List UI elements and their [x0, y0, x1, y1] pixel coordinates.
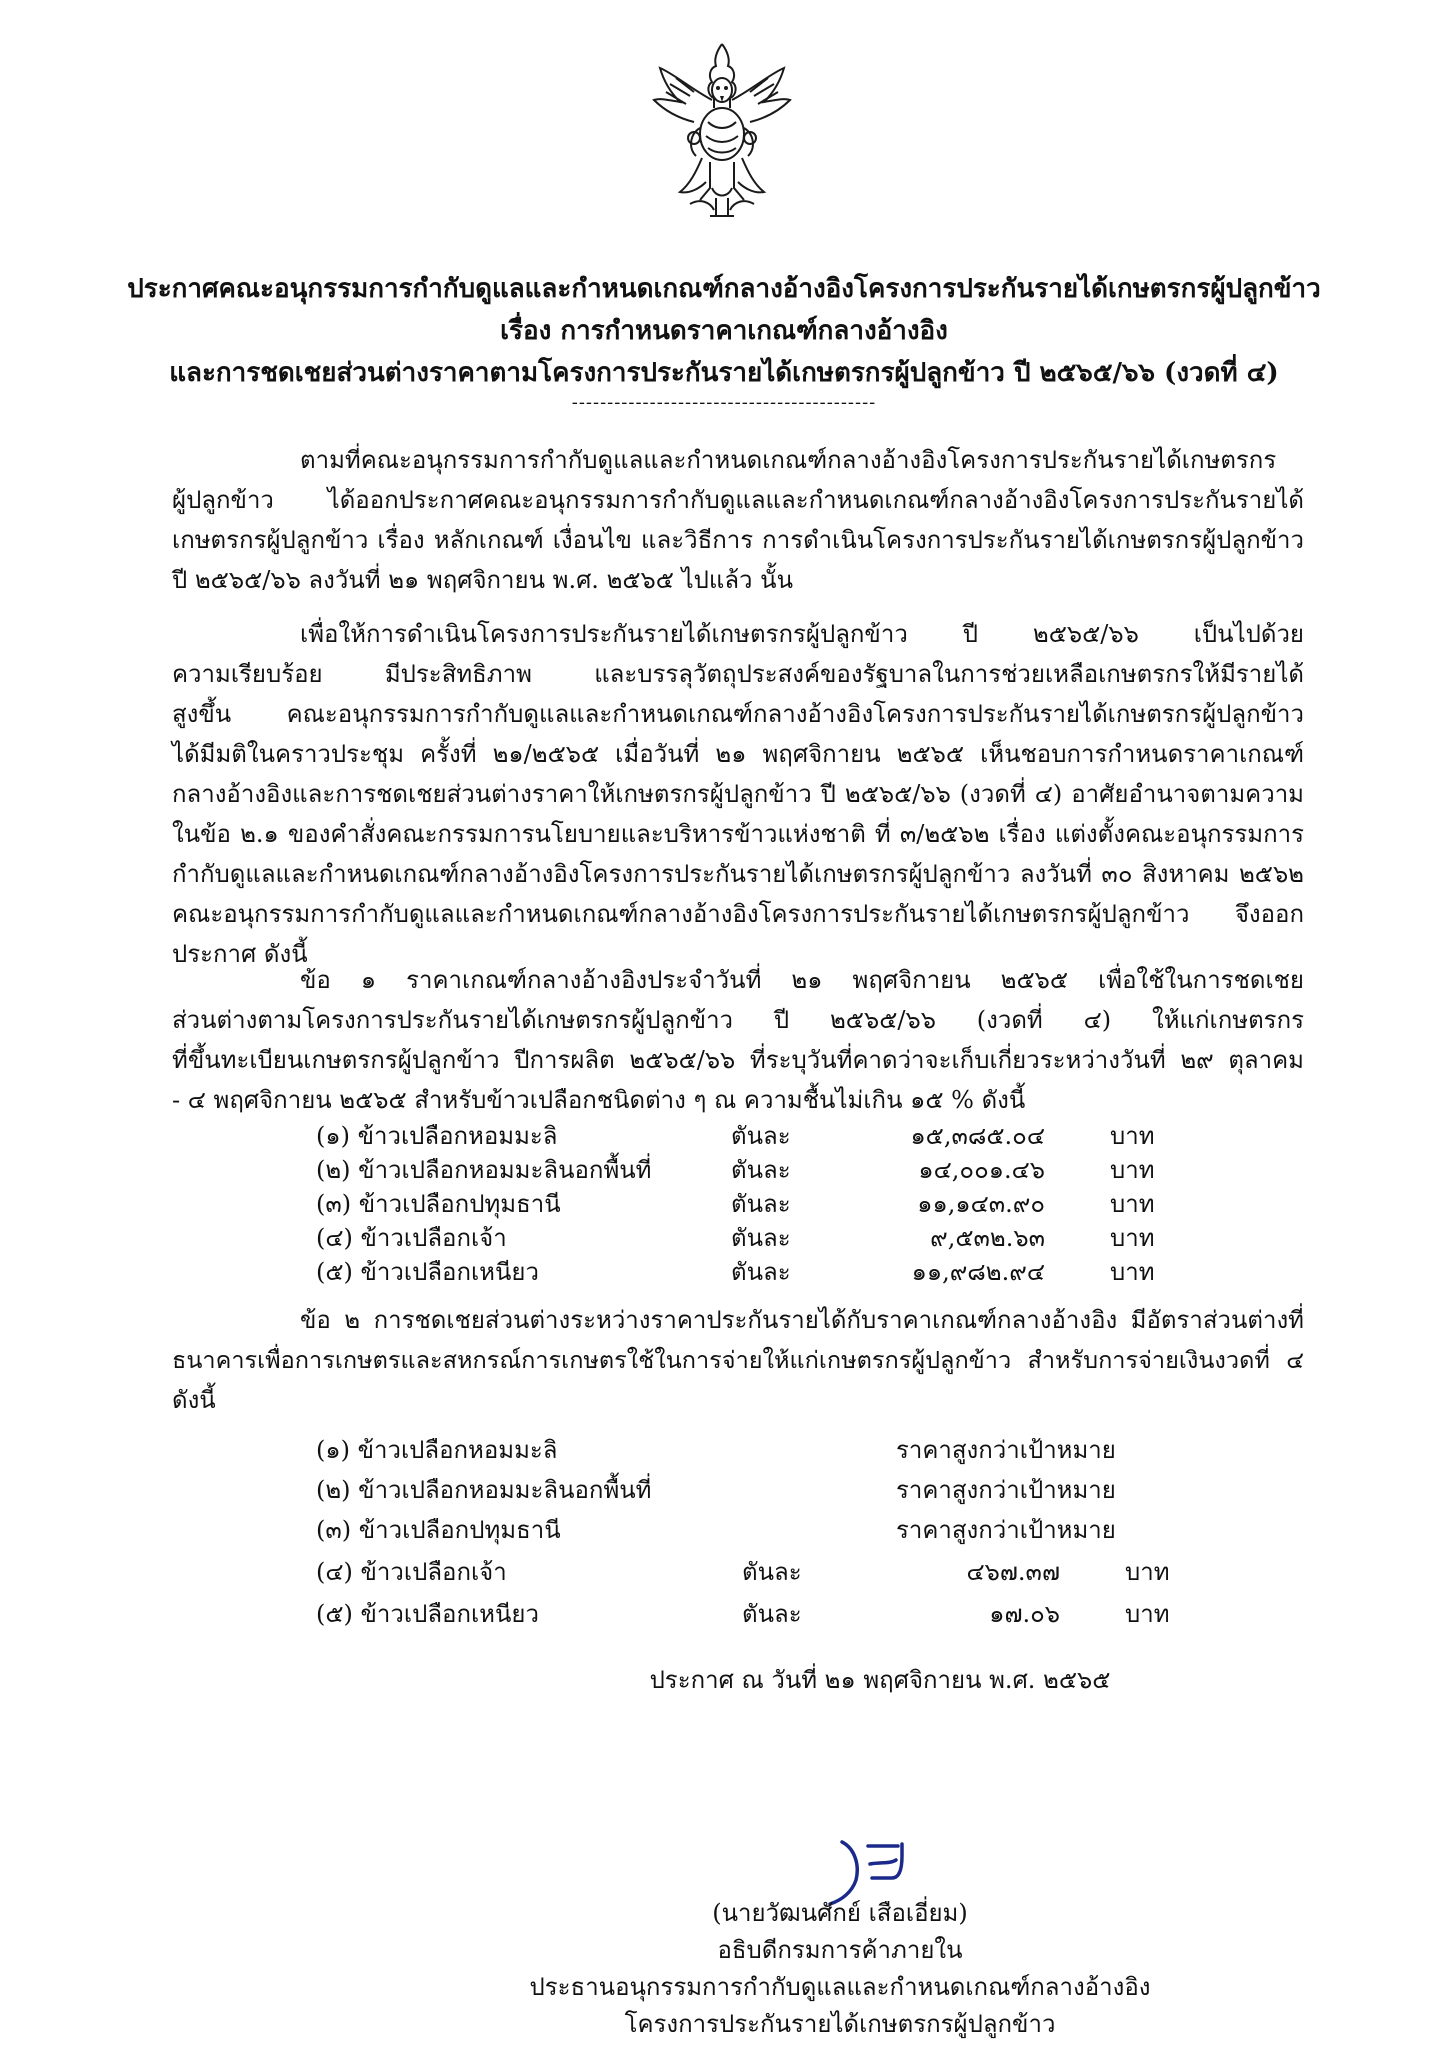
price-value: ๑๕,๓๘๕.๐๔ — [910, 1122, 1045, 1150]
amount-value: ๑๗.๐๖ — [989, 1600, 1060, 1628]
unit-label: ตันละ — [731, 1258, 791, 1286]
paragraph-authority — [172, 614, 1304, 974]
garuda-emblem-icon — [650, 38, 795, 223]
paragraph-line: สูงขึ้น คณะอนุกรรมการกำกับดูแลและกำหนดเกณฑ์กลางอ้างอิงโครงการประกันรายได้เกษตรกรผู้ปลูกข้าว — [172, 700, 1304, 728]
announcement-title — [120, 268, 1328, 412]
currency-label: บาท — [1110, 1156, 1155, 1184]
rice-type: (๓) ข้าวเปลือกปทุมธานี — [316, 1190, 561, 1218]
unit-label: ตันละ — [731, 1190, 791, 1218]
rice-type: (๒) ข้าวเปลือกหอมมะลินอกพื้นที่ — [316, 1156, 652, 1184]
paragraph-line: ประกาศ ดังนี้ — [172, 940, 308, 968]
currency-label: บาท — [1110, 1190, 1155, 1218]
rice-type: (๔) ข้าวเปลือกเจ้า — [316, 1224, 507, 1252]
paragraph-line: ได้มีมติในคราวประชุม ครั้งที่ ๒๑/๒๕๖๕ เมื่อวันที่ ๒๑ พฤศจิกายน ๒๕๖๕ เห็นชอบการกำหนดราคาเกณฑ์ — [172, 740, 1304, 768]
price-value: ๑๔,๐๐๑.๔๖ — [918, 1156, 1045, 1184]
currency-label: บาท — [1110, 1122, 1155, 1150]
paragraph-line: - ๔ พฤศจิกายน ๒๕๖๕ สำหรับข้าวเปลือกชนิดต่าง ๆ ณ ความชื้นไม่เกิน ๑๕ % ดังนี้ — [172, 1086, 1026, 1114]
paragraph-line: ข้อ ๒ การชดเชยส่วนต่างระหว่างราคาประกันรายได้กับราคาเกณฑ์กลางอ้างอิง มีอัตราส่วนต่างที่ — [300, 1306, 1304, 1334]
amount-value: ๔๖๗.๓๗ — [966, 1558, 1060, 1586]
unit-label: ตันละ — [731, 1156, 791, 1184]
clause-2 — [172, 1300, 1304, 1420]
title-line-2: เรื่อง การกำหนดราคาเกณฑ์กลางอ้างอิง — [500, 316, 948, 346]
rice-type: (๑) ข้าวเปลือกหอมมะลิ — [316, 1436, 558, 1464]
currency-label: บาท — [1110, 1258, 1155, 1286]
unit-label: ตันละ — [731, 1224, 791, 1252]
clause-1 — [172, 960, 1304, 1120]
currency-label: บาท — [1110, 1224, 1155, 1252]
paragraph-line: เกษตรกรผู้ปลูกข้าว เรื่อง หลักเกณฑ์ เงื่อนไข และวิธีการ การดำเนินโครงการประกันรายได้เกษตรกรผู้ปลูกข้าว — [172, 526, 1304, 554]
rice-type: (๒) ข้าวเปลือกหอมมะลินอกพื้นที่ — [316, 1476, 652, 1504]
signer-position: ประธานอนุกรรมการกำกับดูแลและกำหนดเกณฑ์กลางอ้างอิง — [529, 1973, 1151, 2001]
signer-name: (นายวัฒนศักย์ เสือเอี่ยม) — [712, 1899, 968, 1927]
status-text: ราคาสูงกว่าเป้าหมาย — [896, 1516, 1116, 1544]
paragraph-line: ส่วนต่างตามโครงการประกันรายได้เกษตรกรผู้ปลูกข้าว ปี ๒๕๖๕/๖๖ (งวดที่ ๔) ให้แก่เกษตรกร — [172, 1006, 1304, 1034]
unit-label: ตันละ — [742, 1600, 802, 1628]
title-line-1: ประกาศคณะอนุกรรมการกำกับดูแลและกำหนดเกณฑ์กลางอ้างอิงโครงการประกันรายได้เกษตรกรผู้ปลูกข้าว — [127, 274, 1321, 304]
paragraph-preamble — [172, 440, 1304, 600]
rice-type: (๑) ข้าวเปลือกหอมมะลิ — [316, 1122, 558, 1150]
title-rule: ------------------------------------------- — [571, 392, 877, 413]
signer-position: อธิบดีกรมการค้าภายใน — [717, 1936, 963, 1964]
paragraph-line: ดังนี้ — [172, 1386, 216, 1414]
title-line-3: และการชดเชยส่วนต่างราคาตามโครงการประกันรายได้เกษตรกรผู้ปลูกข้าว ปี ๒๕๖๕/๖๖ (งวดที่ ๔) — [169, 358, 1279, 388]
paragraph-line: เพื่อให้การดำเนินโครงการประกันรายได้เกษตรกรผู้ปลูกข้าว ปี ๒๕๖๕/๖๖ เป็นไปด้วย — [300, 620, 1304, 648]
signer-position: โครงการประกันรายได้เกษตรกรผู้ปลูกข้าว — [624, 2010, 1056, 2038]
status-text: ราคาสูงกว่าเป้าหมาย — [896, 1436, 1116, 1464]
paragraph-line: ผู้ปลูกข้าว ได้ออกประกาศคณะอนุกรรมการกำกับดูแลและกำหนดเกณฑ์กลางอ้างอิงโครงการประกันรายได้ — [172, 486, 1304, 514]
rice-type: (๕) ข้าวเปลือกเหนียว — [316, 1600, 539, 1628]
paragraph-line: ที่ขึ้นทะเบียนเกษตรกรผู้ปลูกข้าว ปีการผลิต ๒๕๖๕/๖๖ ที่ระบุวันที่คาดว่าจะเก็บเกี่ยวระหว่างวันที่ ๒๙ ตุลาคม — [172, 1046, 1304, 1074]
rice-type: (๓) ข้าวเปลือกปทุมธานี — [316, 1516, 561, 1544]
paragraph-line: กลางอ้างอิงและการชดเชยส่วนต่างราคาให้เกษตรกรผู้ปลูกข้าว ปี ๒๕๖๕/๖๖ (งวดที่ ๔) อาศัยอำนาจตามความ — [172, 780, 1304, 808]
rice-type: (๔) ข้าวเปลือกเจ้า — [316, 1558, 507, 1586]
paragraph-line: คณะอนุกรรมการกำกับดูแลและกำหนดเกณฑ์กลางอ้างอิงโครงการประกันรายได้เกษตรกรผู้ปลูกข้าว จึงออก — [172, 900, 1304, 928]
status-text: ราคาสูงกว่าเป้าหมาย — [896, 1476, 1116, 1504]
paragraph-line: ธนาคารเพื่อการเกษตรและสหกรณ์การเกษตรใช้ในการจ่ายให้แก่เกษตรกรผู้ปลูกข้าว สำหรับการจ่ายเงินงวดที่ ๔ — [172, 1346, 1304, 1374]
price-value: ๙,๕๓๒.๖๓ — [930, 1224, 1045, 1252]
paragraph-line: กำกับดูแลและกำหนดเกณฑ์กลางอ้างอิงโครงการประกันรายได้เกษตรกรผู้ปลูกข้าว ลงวันที่ ๓๐ สิงหาคม ๒๕๖๒ — [172, 860, 1304, 888]
unit-label: ตันละ — [731, 1122, 791, 1150]
price-value: ๑๑,๙๘๒.๙๔ — [911, 1258, 1045, 1286]
currency-label: บาท — [1125, 1600, 1170, 1628]
paragraph-line: ความเรียบร้อย มีประสิทธิภาพ และบรรลุวัตถุประสงค์ของรัฐบาลในการช่วยเหลือเกษตรกรให้มีรายได้ — [172, 660, 1304, 688]
announcement-date: ประกาศ ณ วันที่ ๒๑ พฤศจิกายน พ.ศ. ๒๕๖๕ — [649, 1666, 1111, 1694]
currency-label: บาท — [1125, 1558, 1170, 1586]
paragraph-line: ข้อ ๑ ราคาเกณฑ์กลางอ้างอิงประจำวันที่ ๒๑ พฤศจิกายน ๒๕๖๕ เพื่อใช้ในการชดเชย — [300, 966, 1304, 994]
paragraph-line: ปี ๒๕๖๕/๖๖ ลงวันที่ ๒๑ พฤศจิกายน พ.ศ. ๒๕๖๕ ไปแล้ว นั้น — [172, 566, 793, 594]
unit-label: ตันละ — [742, 1558, 802, 1586]
paragraph-line: ในข้อ ๒.๑ ของคำสั่งคณะกรรมการนโยบายและบริหารข้าวแห่งชาติ ที่ ๓/๒๕๖๒ เรื่อง แต่งตั้งคณะอนุกรรมการ — [172, 820, 1304, 848]
price-value: ๑๑,๑๔๓.๙๐ — [917, 1190, 1045, 1218]
paragraph-line: ตามที่คณะอนุกรรมการกำกับดูแลและกำหนดเกณฑ์กลางอ้างอิงโครงการประกันรายได้เกษตรกร — [300, 446, 1277, 474]
rice-type: (๕) ข้าวเปลือกเหนียว — [316, 1258, 539, 1286]
